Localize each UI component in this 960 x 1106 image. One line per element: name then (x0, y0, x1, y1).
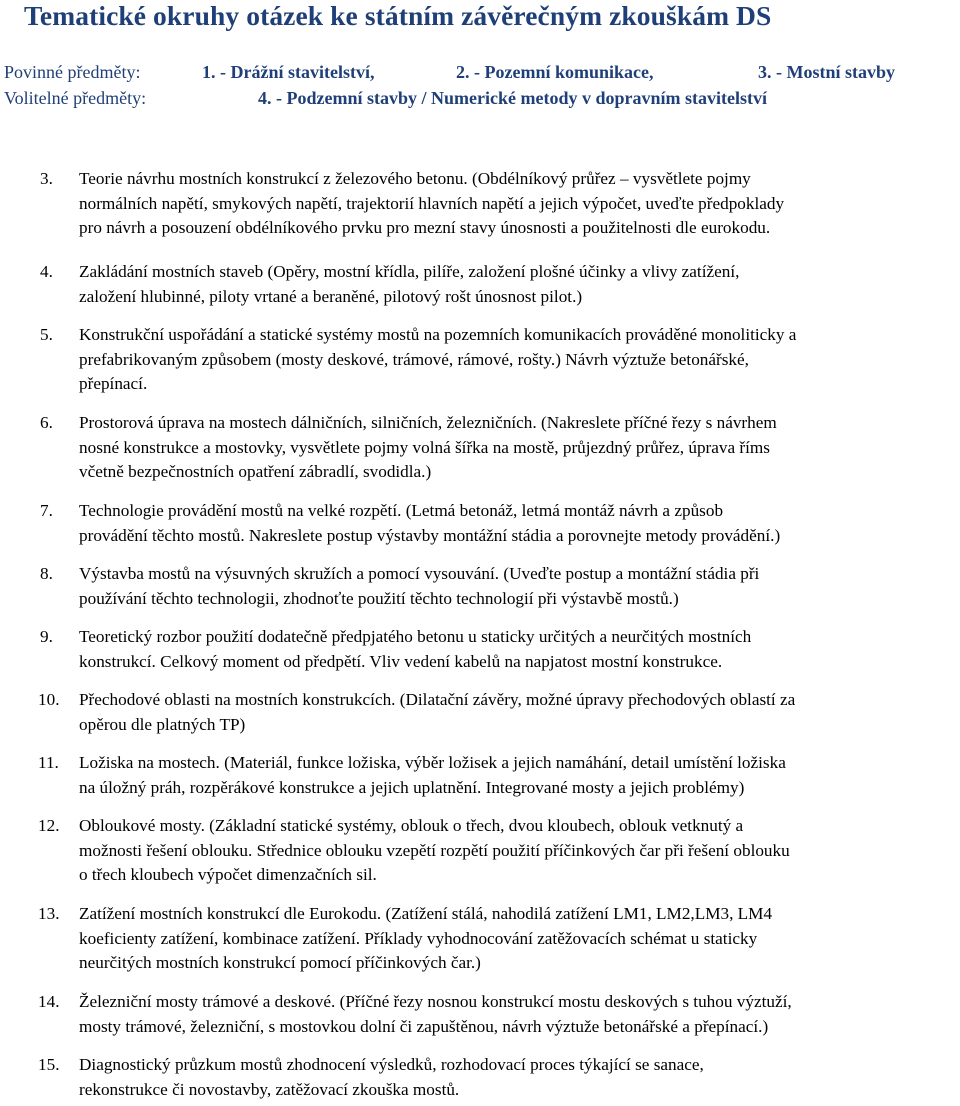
question-text-line: mosty trámové, železniční, s mostovkou dolní či zapuštěnou, návrh výztuže betonářské a přepínací.) (79, 1016, 769, 1036)
subject-3: 3. - Mostní stavby (758, 62, 896, 82)
subject-1: 1. - Drážní stavitelství, (202, 62, 375, 82)
question-text-line: Technologie provádění mostů na velké rozpětí. (Letmá betonáž, letmá montáž návrh a způsob (79, 501, 724, 520)
question-text-line: Obloukové mosty. (Základní statické systémy, oblouk o třech, dvou kloubech, oblouk vetknutý a (79, 816, 744, 835)
question-number: 3. (40, 169, 53, 188)
question-text-line: používání těchto technologii, zhodnoťte použití těchto technologií při výstavbě mostů.) (79, 588, 679, 608)
question-number: 14. (38, 992, 60, 1011)
question-number: 12. (38, 816, 60, 835)
question-number: 7. (40, 501, 53, 520)
question-number: 6. (40, 413, 53, 432)
question-text (79, 902, 959, 976)
question-text (79, 1053, 959, 1102)
question-text-line: Železniční mosty trámové a deskové. (Příčné řezy nosnou konstrukcí mostu deskových s tuhou výztuží, (79, 992, 792, 1011)
question-text-line: normálních napětí, smykových napětí, trajektorií hlavních napětí a jejich výpočet, uveďte předpoklady (79, 193, 785, 213)
question-text-line: pro návrh a posouzení obdélníkového prvku pro mezní stavy únosnosti a použitelnosti dle eurokodu. (79, 218, 771, 238)
question-text-line: neurčitých mostních konstrukcí pomocí příčinkových čar.) (79, 953, 481, 973)
question-text-line: konstrukcí. Celkový moment od předpětí. Vliv vedení kabelů na napjatost mostní konstrukce. (79, 651, 723, 671)
question-text-line: Prostorová úprava na mostech dálničních, silničních, železničních. (Nakreslete příčné řezy s návrhem (79, 413, 777, 432)
question-text-line: přepínací. (79, 374, 148, 394)
question-number: 9. (40, 627, 53, 646)
question-text-line: provádění těchto mostů. Nakreslete postup výstavby montážní stádia a porovnejte metody provádění.) (79, 525, 781, 545)
page-title: Tematické okruhy otázek ke státním závěrečným zkouškám DS (24, 0, 772, 31)
question-text (79, 990, 959, 1039)
question-text-line: možnosti řešení oblouku. Střednice oblouku vzepětí rozpětí použití příčinkových čar při řešení oblouku (79, 840, 790, 860)
question-text (79, 751, 959, 800)
question-number: 8. (40, 564, 53, 583)
question-text-line: nosné konstrukce a mostovky, vysvětlete pojmy volná šířka na mostě, průjezdný průřez, úprava říms (79, 437, 770, 457)
question-text (79, 688, 959, 737)
question-text-line: Teorie návrhu mostních konstrukcí z železového betonu. (Obdélníkový průřez – vysvětlete pojmy (79, 169, 751, 188)
question-text-line: včetně bezpečnostních opatření zábradlí, svodidla.) (79, 462, 432, 482)
question-text-line: Zakládání mostních staveb (Opěry, mostní křídla, pilíře, založení plošné účinky a vlivy zatížení, (79, 262, 740, 281)
question-text-line: založení hlubinné, piloty vrtané a beraněné, pilotový rošt únosnost pilot.) (79, 286, 583, 306)
question-number: 10. (38, 690, 60, 709)
question-number: 5. (40, 325, 53, 344)
question-text (79, 625, 959, 674)
question-text (79, 323, 959, 397)
question-text (79, 499, 959, 548)
question-text-line: Teoretický rozbor použití dodatečně předpjatého betonu u staticky určitých a neurčitých mostních (79, 627, 752, 646)
question-text-line: na úložný práh, rozpěrákové konstrukce a jejich uplatnění. Integrované mosty a jejich problémy) (79, 777, 745, 797)
question-text-line: Konstrukční uspořádání a statické systémy mostů na pozemních komunikacích prováděné monoliticky a (79, 325, 797, 344)
question-text (79, 260, 959, 309)
question-text (79, 167, 959, 241)
question-text-line: Výstavba mostů na výsuvných skružích a pomocí vysouvání. (Uveďte postup a montážní stádia při (79, 564, 760, 583)
question-text-line: Přechodové oblasti na mostních konstrukcích. (Dilatační závěry, možné úpravy přechodových oblastí za (79, 690, 796, 709)
question-text-line: rekonstrukce či novostavby, zatěžovací zkouška mostů. (79, 1079, 460, 1099)
subject-4: 4. - Podzemní stavby / Numerické metody v dopravním stavitelství (258, 88, 767, 108)
question-text-line: koeficienty zatížení, kombinace zatížení. Příklady vyhodnocování zatěžovacích schémat u staticky (79, 928, 758, 948)
question-text-line: prefabrikovaným způsobem (mosty deskové, trámové, rámové, rošty.) Návrh výztuže betonářské, (79, 349, 749, 369)
question-text (79, 814, 959, 888)
mandatory-subjects-label: Povinné předměty: (4, 62, 141, 82)
question-number: 4. (40, 262, 53, 281)
question-number: 15. (38, 1055, 60, 1074)
question-text-line: Ložiska na mostech. (Materiál, funkce ložiska, výběr ložisek a jejich namáhání, detail umístění ložiska (79, 753, 786, 772)
question-number: 11. (38, 753, 59, 772)
question-text-line: opěrou dle platných TP) (79, 714, 246, 734)
elective-subjects-label: Volitelné předměty: (4, 88, 147, 108)
question-text (79, 562, 959, 611)
question-text (79, 411, 959, 485)
subject-2: 2. - Pozemní komunikace, (456, 62, 654, 82)
question-text-line: Zatížení mostních konstrukcí dle Eurokodu. (Zatížení stálá, nahodilá zatížení LM1, LM2,LM3, LM4 (79, 904, 773, 923)
question-number: 13. (38, 904, 60, 923)
question-text-line: o třech kloubech výpočet dimenzačních sil. (79, 865, 377, 885)
question-text-line: Diagnostický průzkum mostů zhodnocení výsledků, rozhodovací proces týkající se sanace, (79, 1055, 704, 1074)
